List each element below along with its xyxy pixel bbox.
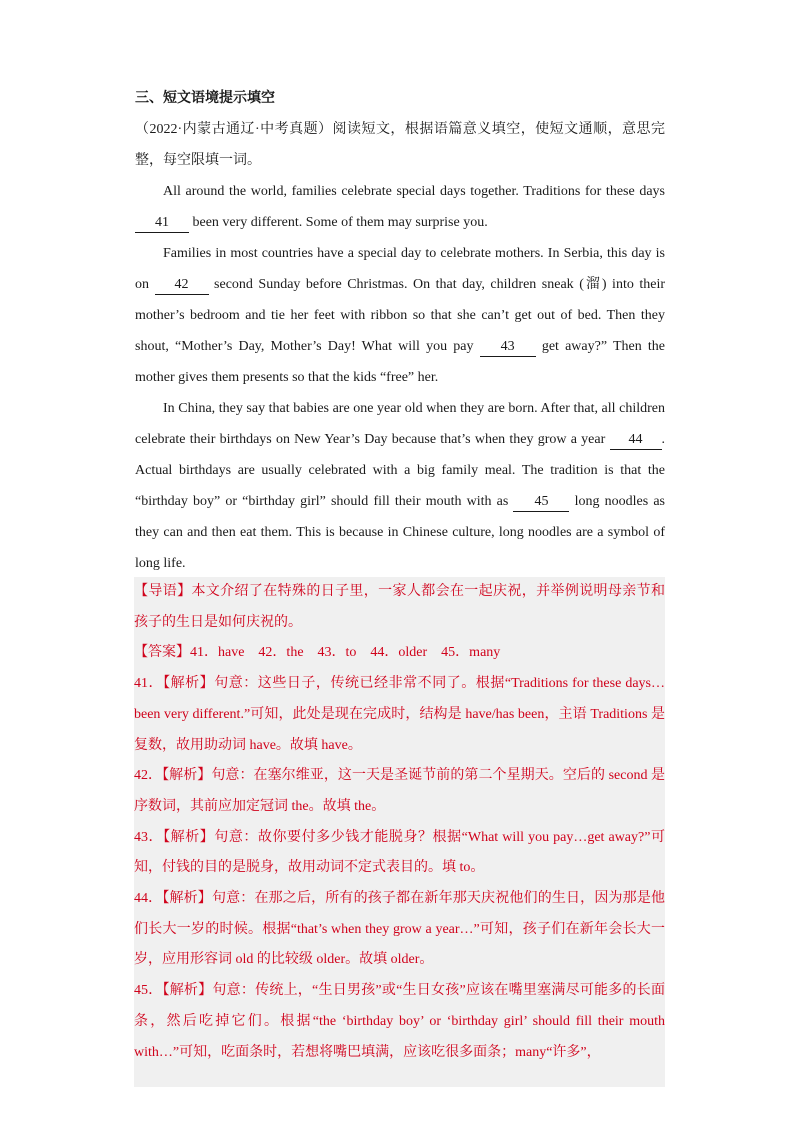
blank-42: 42 [155, 276, 209, 295]
passage-paragraph-2 [135, 238, 665, 393]
passage-text: long noodles as they can and then eat them. This is because in Chinese culture, long noodles are a symbol of long life. [135, 494, 665, 571]
explanation-45: 45．【解析】句意：传统上，“生日男孩”或“生日女孩”应该在嘴里塞满尽可能多的长面条，然后吃掉它们。根据“the ‘birthday boy’ or ‘birthday girl’ should fill their mouth with…”可知，吃面条时，若想将嘴巴填满，应该吃很多面条；many“许多”， [134, 983, 665, 1060]
blank-45: 45 [513, 493, 569, 512]
passage-text: get away?” Then the mother gives them presents so that the kids “free” her. [135, 339, 666, 385]
explanation-43: 43．【解析】句意：故你要付多少钱才能脱身？根据“What will you pay…get away?”可知，付钱的目的是脱身，故用动词不定式表目的。填 to。 [134, 829, 665, 876]
passage-text: second Sunday before Christmas. On that day, children sneak (溜) into their mother’s bedroom and tie her feet with ribbon so that she can’t get out of bed. Then they shout, “Mother’s Day, Mother’s Day! What will you pay [135, 277, 665, 354]
exercise-content [135, 88, 665, 579]
section-title: 三、短文语境提示填空 [135, 91, 275, 106]
passage-paragraph-1 [135, 176, 665, 238]
passage-text: All around the world, families celebrate special days together. Traditions for these days [163, 184, 665, 199]
blank-41: 41 [135, 214, 189, 233]
explanation-44: 44．【解析】句意：在那之后，所有的孩子都在新年那天庆祝他们的生日，因为那是他们长大一岁的时候。根据“that’s when they grow a year…”可知，孩子们在新年会长大一岁，应用形容词 old 的比较级 older。故填 older。 [134, 891, 665, 968]
guide-text: 【导语】本文介绍了在特殊的日子里，一家人都会在一起庆祝，并举例说明母亲节和孩子的生日是如何庆祝的。 [134, 584, 665, 630]
instruction-text: （2022·内蒙古通辽·中考真题）阅读短文，根据语篇意义填空，使短文通顺，意思完整，每空限填一词。 [135, 122, 665, 168]
answer-key: 【答案】41．have 42．the 43．to 44．older 45．many [134, 645, 501, 661]
passage-text: been very different. Some of them may surprise you. [192, 215, 488, 230]
explanation-41: 41．【解析】句意：这些日子，传统已经非常不同了。根据“Traditions for these days…been very different.”可知，此处是现在完成时，结构是 have/has been，主语 Traditions 是复数，故用助动词 have。故填 have。 [134, 676, 665, 753]
passage-text: Families in most countries have a special day to celebrate mothers. In Serbia, this day is on [135, 246, 665, 292]
blank-43: 43 [480, 338, 536, 357]
blank-44: 44 [610, 431, 662, 450]
passage-text: . Actual birthdays are usually celebrated with a big family meal. The tradition is that the “birthday boy” or “birthday girl” should fill their mouth with as [135, 432, 665, 509]
explanation-42: 42．【解析】句意：在塞尔维亚，这一天是圣诞节前的第二个星期天。空后的 second 是序数词，其前应加定冠词 the。故填 the。 [134, 768, 665, 814]
passage-paragraph-3 [135, 393, 665, 579]
passage-text: In China, they say that babies are one year old when they are born. After that, all children celebrate their birthdays on New Year’s Day because that’s when they grow a year [135, 401, 665, 447]
answer-analysis-box [134, 577, 665, 1087]
